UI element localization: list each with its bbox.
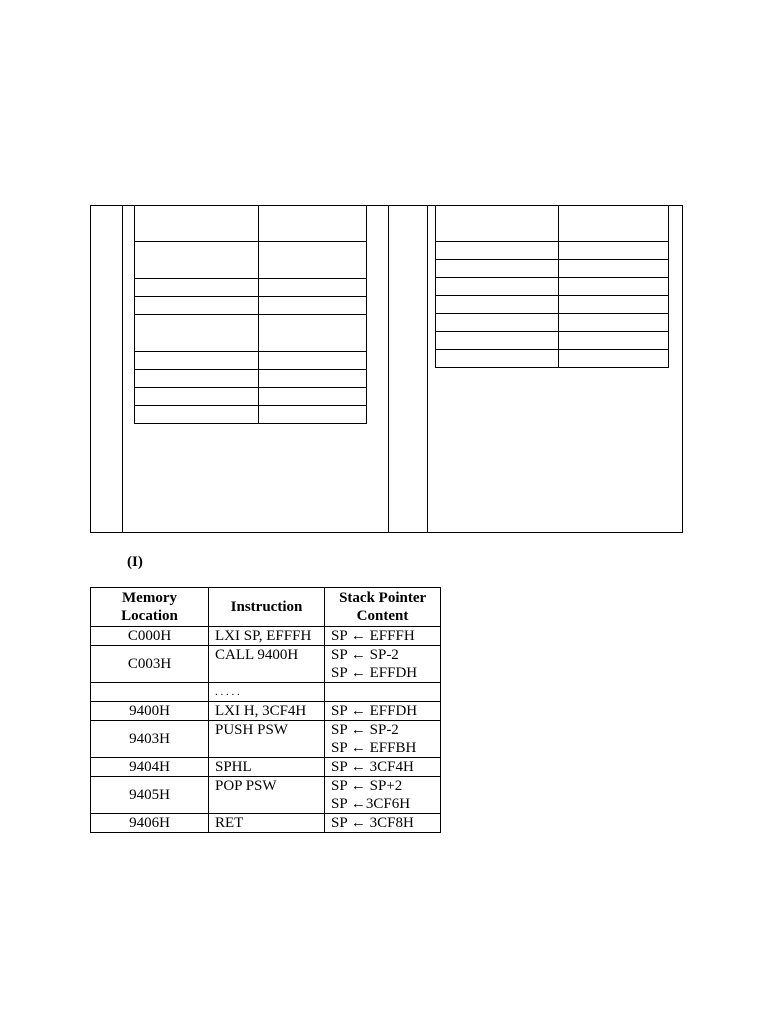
grid-cell [135,206,259,242]
cell-sp [325,814,441,833]
table-header-row [91,588,441,627]
header-location-line: Location [121,608,178,624]
cell-instruction: SPHL [209,758,325,777]
grid-cell [559,260,669,278]
cell-location [91,683,209,702]
cell-location: 9400H [91,702,209,721]
cell-instruction: LXI SP, EFFFH [209,627,325,646]
cell-location: 9405H [91,777,209,814]
sp-line: SP ← EFFBH [331,740,417,756]
sp-line: SP ← EFFDH [331,665,418,681]
cell-instruction: PUSH PSW [209,721,325,758]
grid-cell [135,388,259,406]
cell-instruction: CALL 9400H [209,646,325,683]
table-row [91,646,441,683]
grid-cell [135,370,259,388]
table-row [91,721,441,758]
grid-cell [259,206,367,242]
frame-divider-left [122,205,123,533]
table-row [91,758,441,777]
sp-line: SP ← EFFFH [331,628,415,644]
grid-cell [135,279,259,297]
cell-sp [325,758,441,777]
grid-cell [436,314,559,332]
table-row [91,814,441,833]
grid-cell [259,388,367,406]
cell-instruction: LXI H, 3CF4H [209,702,325,721]
grid-cell [259,279,367,297]
section-label: (I) [127,554,143,570]
grid-cell [259,315,367,352]
grid-cell [559,350,669,368]
cell-instruction: RET [209,814,325,833]
grid-cell [135,352,259,370]
cell-sp [325,702,441,721]
frame-divider-right [427,205,428,533]
grid-cell [436,206,559,242]
grid-cell [559,242,669,260]
header-memory-location [91,588,209,627]
header-sp-line: Content [356,608,409,624]
header-instruction: Instruction [209,588,325,627]
cell-location: C000H [91,627,209,646]
grid-cell [135,406,259,424]
sp-line: SP ← SP-2 [331,647,399,663]
grid-cell [436,332,559,350]
table-row [91,702,441,721]
grid-cell [559,314,669,332]
grid-cell [135,297,259,315]
cell-instruction: POP PSW [209,777,325,814]
cell-sp [325,721,441,758]
sp-line: SP ← EFFDH [331,703,418,719]
cell-instruction: . . . . . [209,683,325,702]
grid-cell [259,352,367,370]
grid-cell [259,370,367,388]
grid-cell [259,242,367,279]
sp-line: SP ←3CF6H [331,796,411,812]
grid-cell [436,278,559,296]
grid-cell [436,260,559,278]
sp-line: SP ← 3CF4H [331,759,414,775]
cell-location: 9404H [91,758,209,777]
cell-sp [325,627,441,646]
frame-divider-middle [388,205,389,533]
table-row [91,683,441,702]
grid-cell [559,332,669,350]
cell-location: 9406H [91,814,209,833]
cell-sp [325,777,441,814]
grid-cell [559,206,669,242]
grid-cell [436,350,559,368]
sp-line: SP ← 3CF8H [331,815,414,831]
stack-pointer-table [90,587,441,833]
cell-sp [325,646,441,683]
header-location-line: Memory [122,590,177,606]
grid-cell [559,278,669,296]
grid-cell [559,296,669,314]
header-sp-line: Stack Pointer [339,590,426,606]
left-memory-grid [134,205,367,424]
grid-cell [436,296,559,314]
table-row [91,627,441,646]
grid-cell [135,242,259,279]
right-memory-grid [435,205,669,368]
table-row [91,777,441,814]
cell-location: C003H [91,646,209,683]
sp-line: SP ← SP+2 [331,778,403,794]
grid-cell [259,406,367,424]
grid-cell [135,315,259,352]
cell-location: 9403H [91,721,209,758]
cell-sp [325,683,441,702]
sp-line: SP ← SP-2 [331,722,399,738]
grid-cell [436,242,559,260]
header-stack-pointer [325,588,441,627]
grid-cell [259,297,367,315]
